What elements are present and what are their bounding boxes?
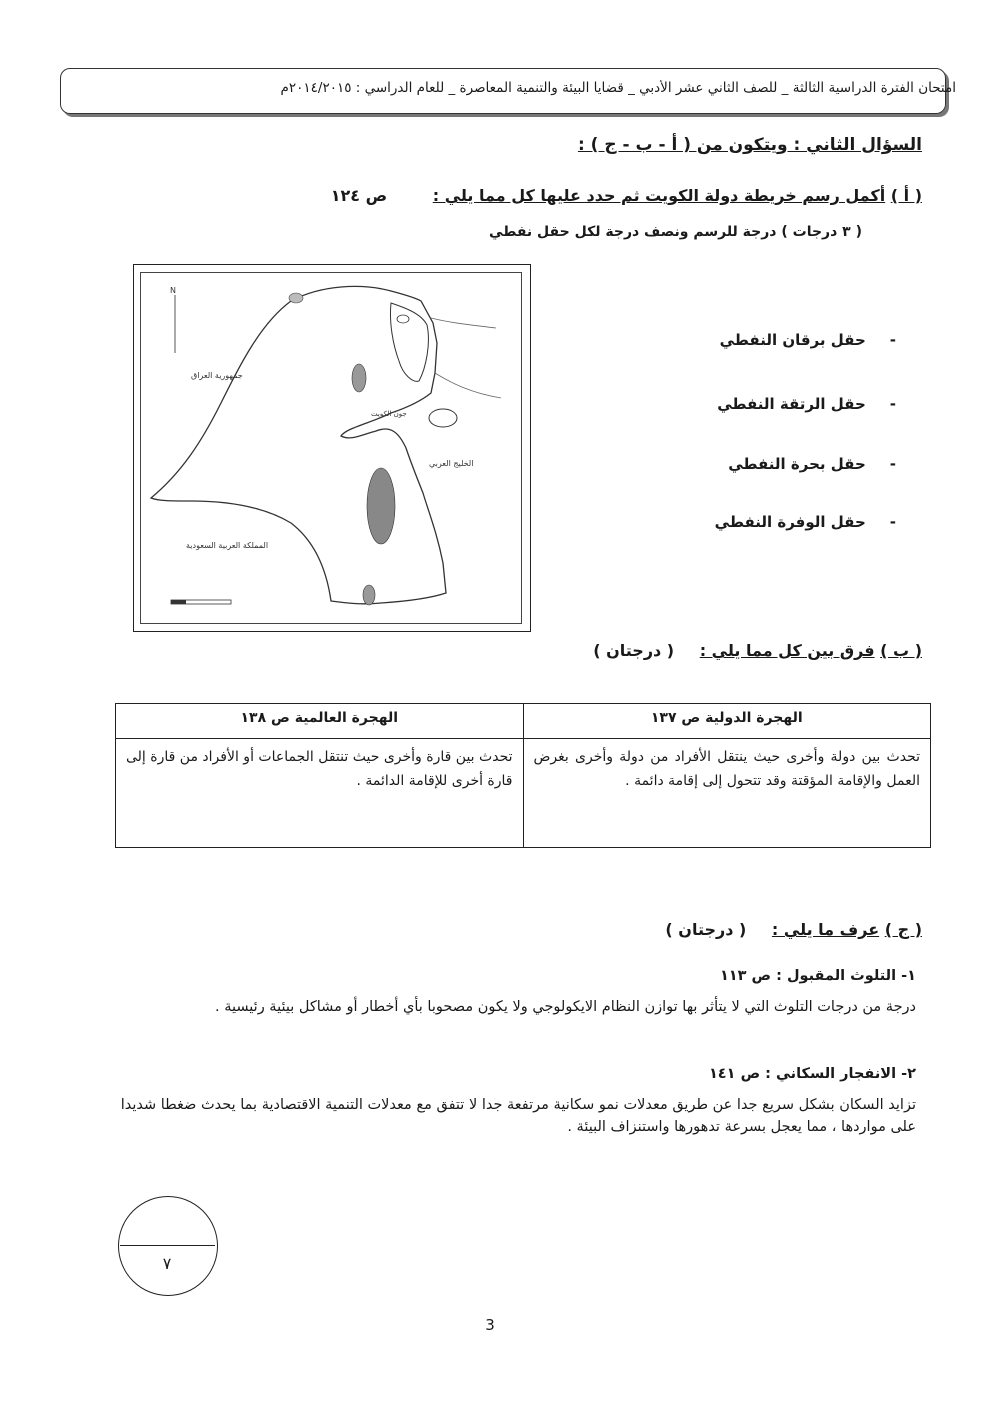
section-b-marks: ( درجتان ) (593, 641, 675, 660)
bubiyan-island (390, 303, 428, 381)
field-label-wafra: حقل الوفرة النفطي (714, 513, 866, 531)
section-a-page-ref: ص ١٢٤ (330, 186, 388, 205)
section-b-label: ( ب ) (880, 641, 922, 660)
section-a-heading (331, 186, 922, 205)
section-a-instruction: أكمل رسم خريطة دولة الكويت ثم حدد عليها كل مما يلي : (432, 186, 886, 205)
table-cell-global: تحدث بين قارة وأخرى حيث تنتقل الجماعات أو الأفراد من قارة إلى قارة أخرى للإقامة الدائمة . (116, 739, 524, 848)
section-c-label: ( ج ) (884, 920, 922, 939)
field-item-bahra: -حقل بحرة النفطي (728, 455, 896, 473)
label-iraq: جمهورية العراق (191, 371, 243, 380)
raudhatain-field-area (352, 364, 366, 392)
field-label-bahra: حقل بحرة النفطي (728, 455, 866, 473)
kuwait-map-drawing (141, 273, 521, 623)
comparison-table (115, 703, 931, 848)
kuwait-map (140, 272, 522, 624)
definition-title-population-explosion: ٢- الانفجار السكاني : ص ١٤١ (708, 1066, 916, 1082)
scale-bar-fill (171, 600, 186, 604)
exam-header: امتحان الفترة الدراسية الثالثة _ للصف الثاني عشر الأدبي _ قضايا البيئة والتنمية المعاصرة _ للعام الدراسي : ٢٠١٤/٢٠١٥م (280, 80, 956, 96)
field-item-wafra: -حقل الوفرة النفطي (714, 513, 896, 531)
field-label-ratqa: حقل الرتقة النفطي (717, 395, 866, 413)
question-title: السؤال الثاني : ويتكون من ( أ - ب - ج ) : (577, 135, 922, 155)
section-c-instruction: عرف ما يلي : (771, 920, 880, 939)
warbah-island (397, 315, 409, 323)
shatt-coast (431, 318, 496, 328)
table-row (116, 739, 931, 848)
definition-body-population-explosion: تزايد السكان بشكل سريع جدا عن طريق معدلات نمو سكانية مرتفعة جدا لا تتفق مع معدلات التنمية الاقتصادية بما يحدث ضغطا شديدا على مواردها ، مما يعجل بسرعة تدهورها واستنزاف البيئة . (120, 1097, 916, 1135)
table-header-global: الهجرة العالمية ص ١٣٨ (116, 704, 524, 739)
burgan-field-area (367, 468, 395, 544)
section-a-label: ( أ ) (890, 186, 922, 205)
north-island (289, 293, 303, 303)
field-item-ratqa: -حقل الرتقة النفطي (717, 395, 896, 413)
north-label: N (170, 286, 176, 295)
section-b-instruction: فرق بين كل مما يلي : (699, 641, 875, 660)
label-saudi: المملكة العربية السعودية (186, 541, 269, 550)
definition-title-acceptable-pollution: ١- التلوث المقبول : ص ١١٣ (719, 968, 916, 984)
label-gulf: الخليج العربي (429, 459, 474, 468)
table-header-international: الهجرة الدولية ص ١٣٧ (523, 704, 931, 739)
wafra-field-area (363, 585, 375, 605)
failaka-island (429, 409, 457, 427)
section-a-grading-note: ( ٣ درجات ) درجة للرسم ونصف درجة لكل حقل نفطي (489, 224, 862, 240)
field-item-burgan: -حقل برقان النفطي (719, 331, 896, 349)
gulf-coast (435, 373, 501, 398)
field-label-burgan: حقل برقان النفطي (719, 331, 866, 349)
label-kuwait-bay: جون الكويت (371, 410, 407, 418)
section-b-heading (593, 641, 922, 660)
score-divider (120, 1245, 215, 1246)
table-cell-international: تحدث بين دولة وأخرى حيث ينتقل الأفراد من دولة وأخرى بغرض العمل والإقامة المؤقتة وقد تتحول إلى إقامة دائمة . (523, 739, 931, 848)
definition-body-acceptable-pollution: درجة من درجات التلوث التي لا يتأثر بها توازن النظام الايكولوجي ولا يكون مصحوبا بأي أخطار أو مشاكل بيئية رئيسية . (214, 999, 916, 1015)
section-c-heading (665, 920, 922, 939)
section-c-marks: ( درجتان ) (665, 920, 747, 939)
table-header-row (116, 704, 931, 739)
kuwait-border (151, 286, 446, 603)
score-circle (118, 1196, 218, 1296)
page-number: 3 (485, 1316, 495, 1334)
score-value: ٧ (162, 1254, 172, 1273)
